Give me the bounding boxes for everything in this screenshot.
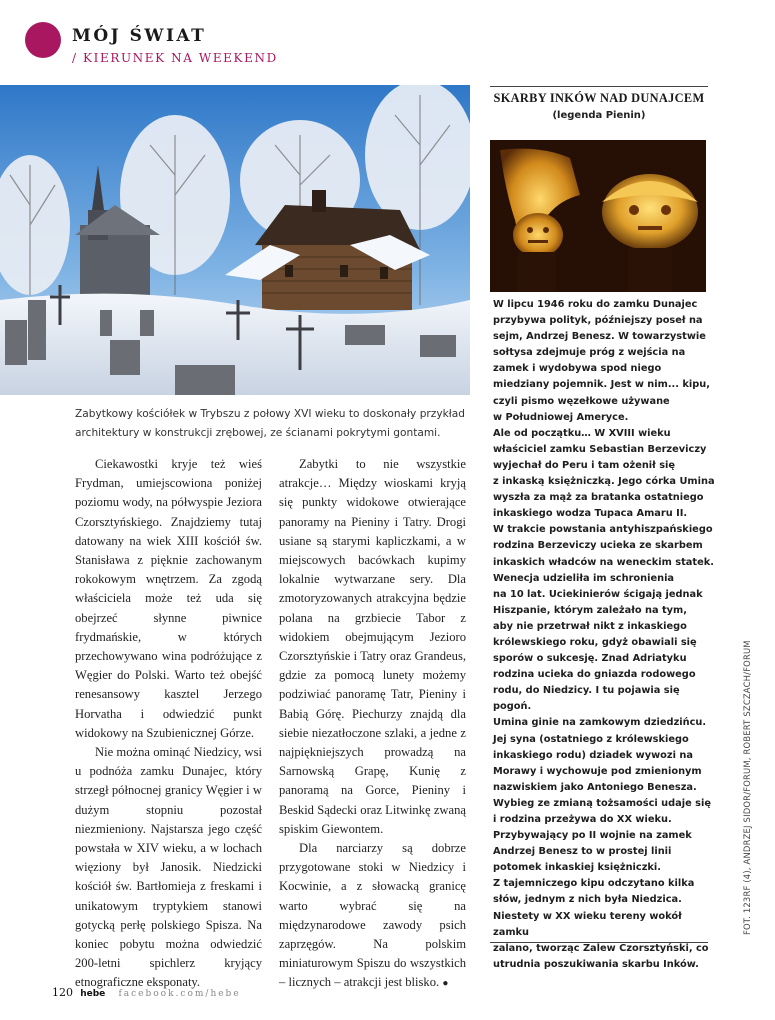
footer-url[interactable]: facebook.com/hebe <box>118 989 241 999</box>
section-subtitle: / KIERUNEK NA WEEKEND <box>72 51 278 65</box>
photo-caption: Zabytkowy kościółek w Trybszu z połowy XVI wieku to doskonały przykład architektury w konstrukcji zrębowej, ze ścianami pokrytymi gontami. <box>75 408 465 439</box>
article-paragraph: Nie można ominąć Niedzicy, wsi u podnóża zamku Dunajec, który strzegł północnej granicy Węgier i w dużym stopniu pozostał niezmieniony. Najstarsza jego część powstała w XIV wieku, a w lochach więziony był Janosik. Niedzicki kościół św. Bartłomieja z freskami i unikatowym tryptykiem stanowi gotycką perłę polskiego Spisza. Na koniec pobytu można odwiedzić 200-letni spichlerz kryjący etnograficzne eksponaty. <box>75 745 262 990</box>
page-number: 120 <box>52 986 73 999</box>
section-dot <box>25 22 61 58</box>
church-winter-photo <box>0 85 470 395</box>
end-mark-icon: ● <box>442 978 449 990</box>
magazine-brand: hebe <box>80 989 106 999</box>
sidebar-subtitle: (legenda Pienin) <box>552 110 646 121</box>
sidebar-legend-text: W lipcu 1946 roku do zamku Dunajec przybywa polityk, późniejszy poseł na sejm, Andrzej Benesz. W towarzystwie sołtysa zdejmuje próg z wejścia na zamek i wydobywa spod niego miedziany pojemnik. Jest w nim... kipu, czyli pismo węzełkowe używane w Południowej Ameryce. Ale od początku… W XVIII wieku właściciel zamku Sebastian Berzeviczy wyjechał do Peru i tam ożenił się z inkaską księżniczką. Jego córka Umina wyszła za mąż za bratanka ostatniego inkaskiego wodza Tupaca Amaru II. W trakcie powstania antyhiszpańskiego rodzina Berzeviczy ucieka ze skarbem inkaskich władców na weneckim statek. Wenecja udzieliła im schronienia na 10 lat. Uciekinierów ścigają jednak Hiszpanie, którym zależało na tym, aby nie przetrwał nikt z inkaskiego królewskiego roku, gdyż obawiali się sporów o sukcesję. Znad Adriatyku rodzina ucieka do gniazda rodowego rodu, do Niedzicy. I tu pojawia się pogoń. Umina ginie na zamkowym dziedzińcu. Jej syna (ostatniego z królewskiego inkaskiego rodu) dziadek wywozi na Morawy i wychowuje pod zmienionym nazwiskiem jako Antoniego Benesza. Wybieg ze zmianą tożsamości udaje się i rodzina przeżywa do XX wieku. Przybywający po II wojnie na zamek Andrzej Benesz to w prostej linii potomek inkaskiej księżniczki. Z tajemniczego kipu odczytano kilka słów, jednym z nich była Niedzica. Niestety w XX wieku tereny wokół zamku zalano, tworząc Zalew Czorsztyński, co utrudnia poszukiwania skarbu Inków. <box>493 299 715 970</box>
article-paragraph <box>279 839 466 994</box>
article-paragraph: Zabytki to nie wszystkie atrakcje… Między wioskami kryją się punkty widokowe otwierające panoramy na Pieniny i Tatry. Drogi usiane są starymi kapliczkami, a w miejscowych bacówkach kupimy lokalnie wytwarzane sery. Dla zmotoryzowanych atrakcyjna będzie polana na grzbiecie Tabor z widokiem obejmującym Jezioro Czorsztyńskie i Tatry oraz Grandeus, gdzie za pomocą lunety możemy podziwiać panoramę Tatr, Pieniny i Babią Górę. Piechurzy znajdą dla siebie niezatłoczone szlaki, a jedne z najpiękniejszych prowadzą na Sarnowską Grapę, Kunię z panoramą na Gorce, Pieniny i Beskid Sądecki oraz Litwinkę zwaną spiskim Giewontem. <box>279 457 466 836</box>
sidebar-bottom-divider <box>490 942 708 943</box>
section-title: MÓJ ŚWIAT <box>72 26 207 46</box>
sidebar-title: SKARBY INKÓW NAD DUNAJCEM <box>493 91 705 105</box>
photo-credit: FOT. 123RF (4), ANDRZEJ SIDOR/FORUM, ROBERT SZCZACH/FORUM <box>742 640 752 935</box>
article-column-2 <box>279 455 466 994</box>
article-paragraph-text: Dla narciarzy są dobrze przygotowane stoki w Niedzicy i Kocwinie, a z słowacką granicę warto wybrać się na międzynarodowe zawody psich zaprzęgów. Na polskim miniaturowym Spiszu do wszystkich – licznych – atrakcji jest blisko. <box>279 841 466 990</box>
article-paragraph: Ciekawostki kryje też wieś Frydman, umiejscowiona poniżej poziomu wody, na półwyspie Jeziora Czorsztyńskiego. Znajdziemy tutaj datowany na wiek XIII kościół św. Stanisława z pięknie zachowanym rokokowym wnętrzem. Za zgodą właściciela może też uda się obejrzeć słynne piwnice frydmańskie, w których przechowywano wina podróżujące z Węgier do Polski. Warto też obejść renesansowy kasztel Jerzego Horvatha i odwiedzić punkt widokowy na Szubienicznej Górze. <box>75 457 262 740</box>
sidebar-top-divider <box>490 86 708 87</box>
article-column-1 <box>75 455 262 993</box>
page-footer <box>52 986 241 999</box>
inca-gold-mask-photo <box>490 140 706 292</box>
